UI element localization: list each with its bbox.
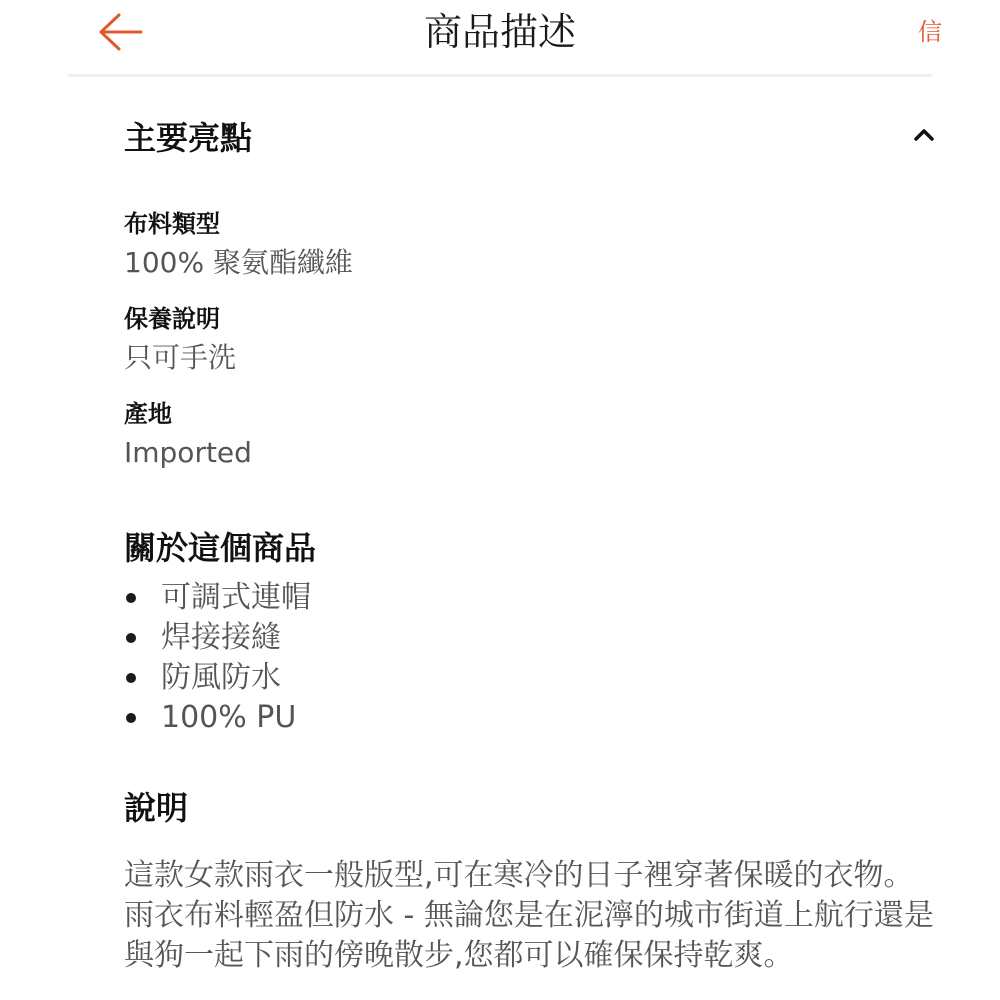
list-item	[124, 578, 311, 618]
header-divider	[68, 74, 932, 77]
bullet-text: 100% PU	[161, 700, 297, 735]
about-title: 關於這個商品	[124, 529, 317, 567]
header	[0, 0, 1000, 76]
collapse-button[interactable]	[908, 118, 940, 150]
spec-label-care: 保養說明	[124, 305, 220, 333]
chevron-up-icon	[913, 126, 935, 142]
list-item	[124, 618, 311, 658]
bullet-dot	[126, 593, 136, 603]
description-text: 這款女款雨衣一般版型,可在寒冷的日子裡穿著保暖的衣物。 雨衣布料輕盈但防水 - 無論您是在泥濘的城市街道上航行還是與狗一起下雨的傍晚散步,您都可以確保保持乾爽。	[124, 858, 934, 973]
bullet-dot	[126, 673, 136, 683]
list-item	[124, 658, 311, 698]
page-title: 商品描述	[423, 10, 576, 54]
bullet-text: 可調式連帽	[161, 580, 311, 615]
description-title: 說明	[124, 789, 189, 827]
about-bullet-list	[124, 578, 311, 738]
spec-label-fabric: 布料類型	[124, 210, 220, 238]
spec-value-care: 只可手洗	[124, 341, 237, 374]
bullet-dot	[126, 633, 136, 643]
highlights-title: 主要亮點	[124, 119, 253, 157]
list-item	[124, 698, 311, 738]
spec-value-origin: Imported	[124, 436, 252, 469]
bullet-text: 防風防水	[161, 660, 281, 695]
bullet-dot	[126, 713, 136, 723]
header-right-action[interactable]: 信	[918, 18, 942, 46]
spec-value-fabric: 100% 聚氨酯纖維	[124, 246, 353, 279]
spec-label-origin: 產地	[124, 400, 172, 428]
bullet-text: 焊接接縫	[161, 620, 281, 655]
